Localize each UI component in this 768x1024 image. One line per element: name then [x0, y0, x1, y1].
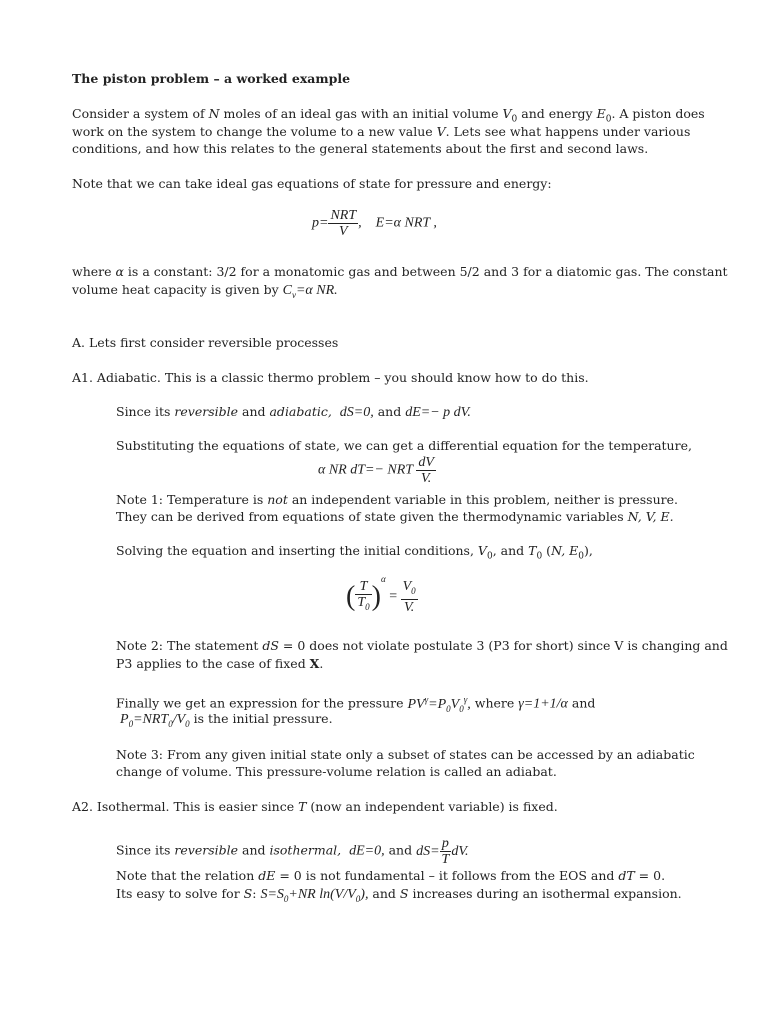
document-title: The piston problem – a worked example	[72, 71, 351, 86]
intro-line-1: Consider a system of N moles of an ideal gas with an initial volume $V_0$ and energy $E_0$. A piston does	[72, 106, 705, 125]
a1-pressure-line: Finally we get an expression for the pressure $PV^\gamma=P_0V_0^\gamma$, where γ=1+1/α and	[116, 694, 596, 714]
alpha-line-2: volume heat capacity is given by $C_v=\alpha$ NR.	[72, 282, 338, 300]
a1-solving-line: Solving the equation and inserting the initial conditions, $V_0$, and $T_0$ (N, $E_0$),	[116, 543, 593, 562]
a1-differential-equation: α NR dT=− NRT $\frac{dV}{V.}$	[318, 455, 434, 486]
intro-line-2: work on the system to change the volume to a new value V. Lets see what happens under various	[72, 124, 691, 139]
a1-solution-equation: ( $\frac{T}{T_0}$ )$^\alpha$ = $\frac{V_0}{V.}$	[346, 574, 416, 615]
section-a-heading: A. Lets first consider reversible processes	[72, 335, 339, 350]
a2-entropy-line: Its easy to solve for S: $S=S_0+NR$ $\ln(V/V_0)$, and S increases during an isothermal expansion.	[116, 886, 682, 904]
a1-note-3-line-1: Note 3: From any given initial state only a subset of states can be accessed by an adiabatic	[116, 747, 695, 762]
a1-note-2-line-1: Note 2: The statement dS = 0 does not violate postulate 3 (P3 for short) since V is changing and	[116, 638, 728, 653]
a1-note-2-line-2: P3 applies to the case of fixed X.	[116, 656, 324, 671]
a1-initial-pressure-line: $P_0=NRT_0/V_0$ is the initial pressure.	[120, 711, 333, 729]
a1-substitute-line: Substituting the equations of state, we can get a differential equation for the temperature,	[116, 438, 692, 453]
a1-note-1-line-2: They can be derived from equations of state given the thermodynamic variables N, V, E.	[116, 509, 674, 524]
a2-note-line: Note that the relation dE = 0 is not fundamental – it follows from the EOS and dT = 0.	[116, 868, 666, 883]
a1-since-line: Since its reversible and adiabatic, dS=0, and dE=− p dV.	[116, 404, 471, 420]
a2-since-line: Since its reversible and isothermal, dE=0, and dS= $\frac{p}{T}$ dV.	[116, 836, 469, 867]
intro-line-3: conditions, and how this relates to the general statements about the first and second laws.	[72, 141, 649, 156]
equation-state: p= $\frac{\text{NRT}}{V}$ , E=α NRT ,	[312, 208, 437, 239]
a2-heading: A2. Isothermal. This is easier since T (now an independent variable) is fixed.	[72, 799, 558, 814]
a1-note-3-line-2: change of volume. This pressure-volume relation is called an adiabat.	[116, 764, 557, 779]
alpha-line-1: where α is a constant: 3/2 for a monatomic gas and between 5/2 and 3 for a diatomic gas. The constant	[72, 264, 728, 279]
eos-note: Note that we can take ideal gas equations of state for pressure and energy:	[72, 176, 552, 191]
a1-note-1-line-1: Note 1: Temperature is not an independent variable in this problem, neither is pressure.	[116, 492, 678, 507]
a1-heading: A1. Adiabatic. This is a classic thermo problem – you should know how to do this.	[72, 370, 589, 385]
